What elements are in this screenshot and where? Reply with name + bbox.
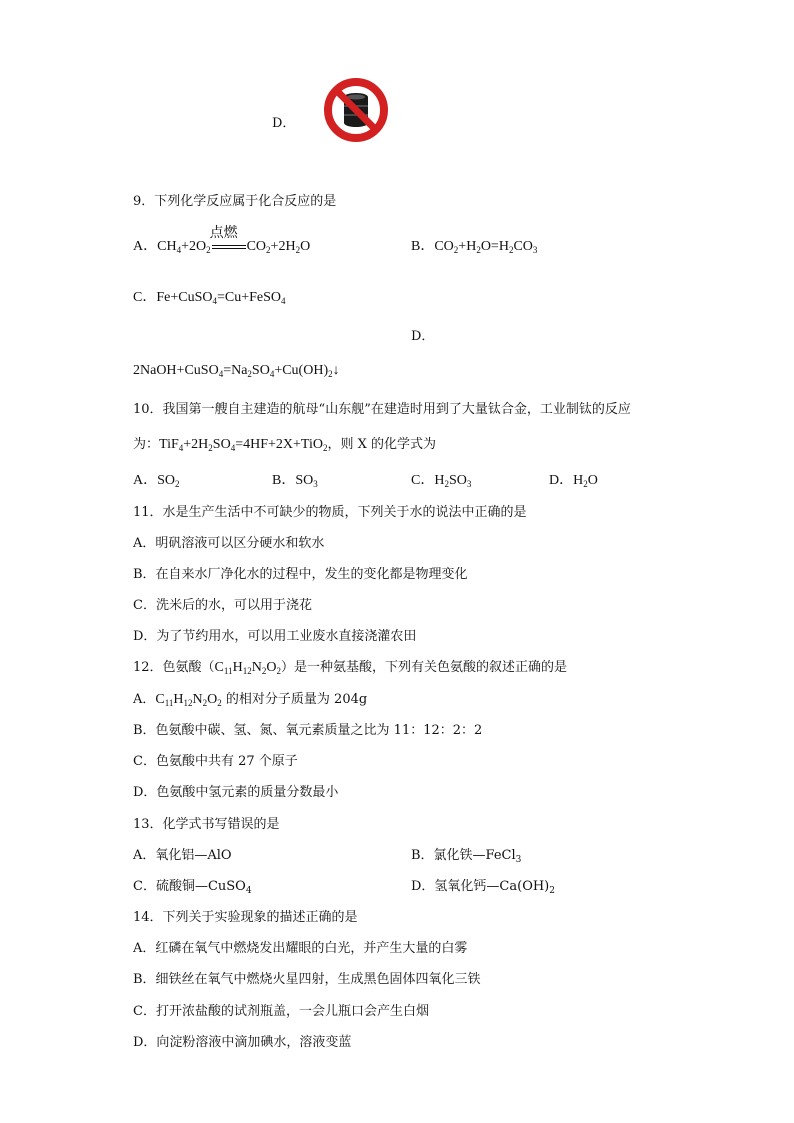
q9-option-c: C．Fe+CuSO$_4$=Cu+FeSO$_4$ <box>133 290 286 306</box>
q11-option-b: B．在自来水厂净化水的过程中，发生的变化都是物理变化 <box>133 567 468 582</box>
q10-option-c: C．$H_2SO_3$ <box>411 473 472 489</box>
q8-option-d-label: D． <box>272 116 296 131</box>
q13-stem: 13．化学式书写错误的是 <box>133 817 280 832</box>
q11-option-c: C．洗米后的水，可以用于浇花 <box>133 598 312 613</box>
q14-stem: 14．下列关于实验现象的描述正确的是 <box>133 910 358 925</box>
q9-option-d-label: D． <box>411 329 435 344</box>
q9-reaction-condition: 点燃 <box>212 238 246 256</box>
q14-option-a: A．红磷在氧气中燃烧发出耀眼的白光，并产生大量的白雾 <box>133 941 468 956</box>
q14-option-c: C．打开浓盐酸的试剂瓶盖，一会儿瓶口会产生白烟 <box>133 1004 429 1019</box>
q11-stem: 11．水是生产生活中不可缺少的物质，下列关于水的说法中正确的是 <box>133 505 527 520</box>
q13-option-d: D．氢氧化钙$—Ca(OH)_2$ <box>411 879 555 896</box>
q14-option-d: D．向淀粉溶液中滴加碘水，溶液变蓝 <box>133 1035 352 1050</box>
q14-option-b: B．细铁丝在氧气中燃烧火星四射，生成黑色固体四氧化三铁 <box>133 972 481 987</box>
q13-option-b: B．氯化铁—FeCl$_3$ <box>411 848 522 865</box>
q10-option-d: D．$H_2O$ <box>549 473 598 489</box>
q9-option-b: B．$CO_2+H_2O=H_2CO_3$ <box>411 239 538 255</box>
q13-option-a: A．氧化铝—AlO <box>133 848 232 863</box>
q10-stem-line1: 10．我国第一艘自主建造的航母“山东舰”在建造时用到了大量钛合金，工业制钛的反应 <box>133 402 631 417</box>
q12-option-a: A．$C_{11}H_{12}N_2O_2$ 的相对分子质量为 204g <box>133 692 368 708</box>
q10-option-b: B．$SO_3$ <box>272 473 318 489</box>
q11-option-a: A．明矾溶液可以区分硬水和软水 <box>133 536 325 551</box>
q10-option-a: A．$SO_2$ <box>133 473 180 489</box>
q12-stem: 12．色氨酸$(C_{11}H_{12}N_2O_2)$是一种氨基酸，下列有关色氨酸的叙述正确的是 <box>133 660 567 676</box>
q9-option-a: A．$CH_4+2O_2$ 点燃 $CO_2+2H_2O$ <box>133 225 311 256</box>
q12-option-b: B．色氨酸中碳、氢、氮、氧元素质量之比为 11：12：2：2 <box>133 723 483 738</box>
q12-option-d: D．色氨酸中氢元素的质量分数最小 <box>133 785 339 800</box>
q12-option-c: C．色氨酸中共有 27 个原子 <box>133 754 298 769</box>
q9-option-d: $2NaOH+CuSO_4=Na_2SO_4+Cu(OH)_2↓$ <box>133 363 340 379</box>
q13-option-c: C．硫酸铜—CuSO$_4$ <box>133 879 252 896</box>
q10-stem-line2: 为：$TiF_4+2H_2SO_4=4HF+2X+TiO_2$，则 X 的化学式为 <box>133 437 436 453</box>
q9-stem: 9．下列化学反应属于化合反应的是 <box>133 194 337 209</box>
no-oil-drum-prohibition-icon <box>322 76 390 144</box>
q11-option-d: D．为了节约用水，可以用工业废水直接浇灌农田 <box>133 629 417 644</box>
